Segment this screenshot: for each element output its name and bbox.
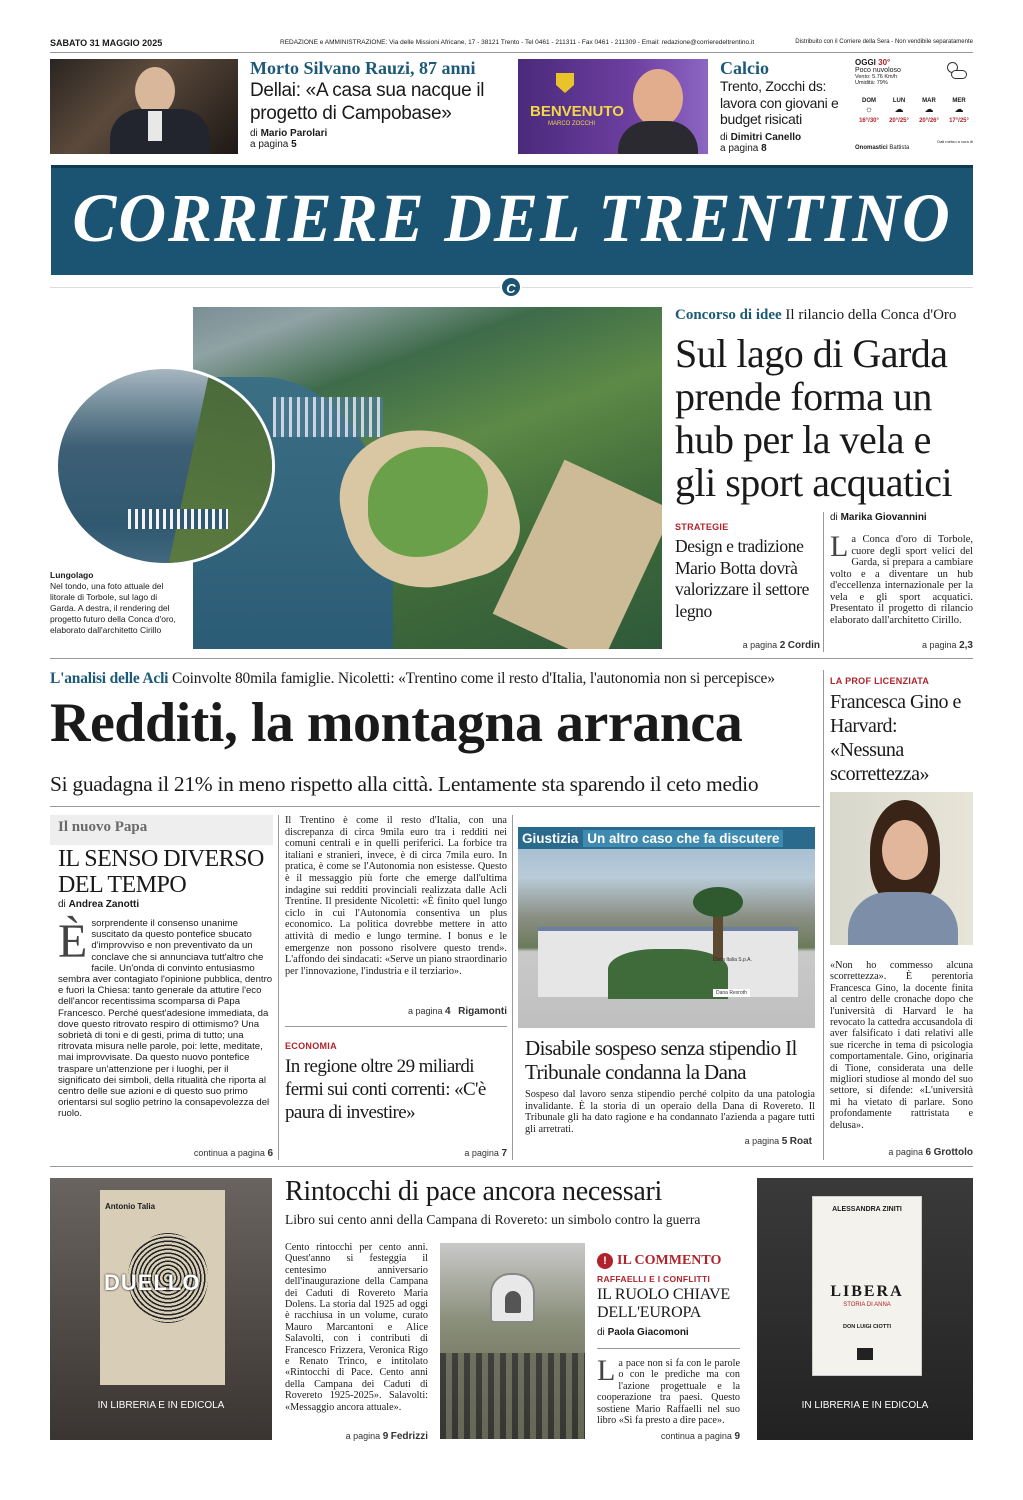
economia-headline: In regione oltre 29 miliardi fermi sui conti correnti: «C'è paura di investire» [285,1056,486,1123]
strategie-headline: Design e tradizione Mario Botta dovrà valorizzare il settore legno [675,536,810,621]
distribution-note: Distribuito con il Corriere della Sera - Non vendibile separatamente [795,39,973,45]
main-kicker-line: L'analisi delle Acli Coinvolte 80mila famiglie. Nicoletti: «Trentino come il resto d'Italia, l'autonomia non si percepisce» [50,670,775,687]
papa-headline[interactable]: IL SENSO DIVERSO DEL TEMPO [58,846,264,898]
exclamation-icon: ! [597,1253,613,1269]
lead-article[interactable]: Concorso di idee Il rilancio della Conca d'Oro Sul lago di Garda prende forma un hub per la vela e gli sport acquatici [675,306,973,504]
top-bar [50,38,973,50]
teaser-headline: Trento, Zocchi ds: lavora con giovani e budget risicati [720,78,839,127]
lead-headline: Sul lago di Garda prende forma un hub per la vela e gli sport acquatici [675,331,953,505]
teaser-zocchi[interactable]: Calcio Trento, Zocchi ds: lavora con giovani e budget risicati di Dimitri Canello a pagina 8 [720,58,845,154]
teaser-author: Mario Parolari [260,128,328,139]
issue-date: SABATO 31 MAGGIO 2025 [50,38,163,48]
dana-photo: Giustizia Un altro caso che fa discutere Dana Italia S.p.A. Dana Rexroth [518,827,815,1028]
campana-subhead: Libro sui cento anni della Campana di Rovereto: un simbolo contro la guerra [285,1212,701,1227]
shield-icon [556,73,574,93]
giustizia-headline[interactable]: Disabile sospeso senza stipendio Il Tribunale condanna la Dana [525,1036,797,1084]
teaser-page: 5 [291,139,297,150]
torbole-photo [55,366,275,566]
gino-photo [830,792,973,945]
commento-article[interactable]: ! IL COMMENTO RAFFAELLI E I CONFLITTI IL RUOLO CHIAVE DELL'EUROPA di Paola Giacomoni [597,1253,740,1338]
teaser-rauzi[interactable]: Morto Silvano Rauzi, 87 anni Dellai: «A casa sua nacque il progetto di Campobase» di Mario Parolari a pagina 5 [250,58,508,150]
address-line: REDAZIONE e AMMINISTRAZIONE: Via delle Missioni Africane, 17 - 38121 Trento - Tel 0461 - 211311 - Fax 0461 - 211309 - Email: redazione@corrieredeltrentino.it [280,39,755,46]
giustizia-body: Sospeso dal lavoro senza stipendio perché colpito da una patologia invalidante. È la storia di un operaio della Dana di Rovereto. Il Tribunale gli ha dato ragione e ha condannato l'azienda a pagare tutti gli arretrati. [525,1089,815,1135]
papa-body: È sorprendente il consenso unanime suscitato da questo pontefice sbucato d'improvviso e non preventivato da un conclave che si annunciava tutt'altro che facile. Un'onda di convinto entusiasmo sembra aver contagiato l'opinione pubblica, dentro e fuori la Chiesa: tanto generale da attutire l'eco dell'ancor recentissima scomparsa di Papa Francesco. Perché quest'adesione immediata, da dove questo ritrovato respiro di ottimismo? Una sobrietà di toni e di gesti, prima di tutto; una ritrovata misura nelle parole, poi: lette, meditate, mai improvvisate. Da questo nuovo pontefice traspare un'attenzione per i luoghi, per il significato dei simboli, della ritualità che riporta al centro delle sue azioni e di questo suo primo orientarsi sul soglio petrino la consapevolezza del ruolo. [58,915,273,1120]
campana-photo [440,1243,585,1439]
lead-dropcap: L [830,530,849,563]
logo-icon: C [500,276,522,298]
gino-article[interactable]: LA PROF LICENZIATA Francesca Gino e Harvard: «Nessuna scorrettezza» [830,676,973,786]
economia-article[interactable]: ECONOMIA In regione oltre 29 miliardi fermi sui conti correnti: «C'è paura di investire» [285,1041,507,1124]
lead-caption: Lungolago Nel tondo, una foto attuale del litorale di Torbole, sul lago di Garda. A destra, il rendering del progetto futuro della Conca d'oro, elaborato dall'architetto Cirillo [50,570,176,635]
duello-ad[interactable]: Antonio Talia DUELLO IN LIBRERIA E IN EDICOLA [50,1178,272,1440]
rauzi-photo [50,59,238,154]
weather-box: OGGI 30° Poco nuvoloso Vento: 5.76 Km/h Umidità: 79% DOM ☼ 16°/30° LUN ☁ 20°/25° MAR ☁ 20°/26° MER ☁ 17°/25° Dati meteo a cura di Onomastici Battista [855,58,973,151]
lead-byline: di Marika Giovannini [830,512,927,523]
papa-kicker-box: Il nuovo Papa [50,815,273,845]
commento-body: L a pace non si fa con le parole o con le prediche ma con l'azione progettuale e la cooperazione tra paesi. Questo sostiene Mario Raffaelli nel suo libro «Si fa presto a dire pace». [597,1354,740,1427]
strategie-article[interactable]: STRATEGIE Design e tradizione Mario Botta dovrà valorizzare il settore legno [675,522,820,622]
main-body: Il Trentino è come il resto d'Italia, con una discrepanza di circa 9mila euro tra i redditi nei comuni centrali e in quelli periferici. La forbice tra italiani e stranieri, invece, è di circa 7mila euro. In pratica, è come se l'Autonomia non esistesse. Questo è il messaggio più forte che emerge dall'ultima indagine sui redditi provinciali realizzata dalle Acli Trentine. Il presidente Nicoletti: «È finito quel lungo ciclo in cui l'Autonomia consentiva un plus economico. La politica dovrebbe mettere in atto attività di medio e lungo termine. I bonus e le emergenze non possono risolvere questo trend». L'affondo dei sindacati: «Serve un piano straordinario per l'innovazione, l'industria e il terziario». [285,815,507,977]
campana-headline[interactable]: Rintocchi di pace ancora necessari [285,1176,662,1207]
lead-body: La Conca d'oro di Torbole, cuore degli sport velici del Garda, si prepara a cambiare volto e a diventare un hub d'eccellenza internazionale per la vela e gli sport acquatici. Presentato il progetto di rilancio elaborato dall'architetto Cirillo. [830,530,973,626]
libera-ad[interactable]: ALESSANDRA ZINITI LIBERA STORIA DI ANNA DON LUIGI CIOTTI IN LIBRERIA E IN EDICOLA [757,1178,973,1440]
giustizia-label: Giustizia [522,831,579,846]
gino-body: «Non ho commesso alcuna scorrettezza». È perentoria Francesca Gino, la docente finita al centro delle cronache dopo che l'università di Harvard le ha revocato la cattedra accusandola di aver falsificato i dati relativi alle sue ricerche in tema di psicologia comportamentale. Gino, originaria di Tione, considerata una delle migliori studiose al mondo del suo settore, si difende: «L'università mi ha vietato di parlare. Sono profondamente rattristata e delusa». [830,960,973,1131]
commento-headline: IL RUOLO CHIAVE DELL'EUROPA [597,1286,730,1321]
lead-kicker: Concorso di idee [675,307,782,323]
banner-text: BENVENUTO [530,103,624,120]
teaser-kicker: Calcio [720,58,769,78]
masthead [51,165,973,275]
teaser-kicker: Morto Silvano Rauzi, 87 anni [250,58,476,78]
campana-body: Cento rintocchi per cento anni. Quest'anno si festeggia il centesimo anniversario dell'inaugurazione della Campana dei Caduti di Rovereto Maria Dolens. La storia dal 1925 ad oggi è racchiusa in un volume, curato Mauro Marcantoni e Alice Salavolti, con i contributi di Francesco Frizzera, Veronica Rigo e Renato Trinco, e intitolato «Rintocchi di Pace. Cento anni della Campana dei Caduti di Rovereto 1925-2025». Salavolti: «Messaggio ancora attuale». [285,1242,428,1413]
main-subhead: Si guadagna il 21% in meno rispetto alla città. Lentamente sta sparendo il ceto medio [50,772,759,796]
bell-icon [505,1291,521,1313]
gino-headline: Francesca Gino e Harvard: «Nessuna scorrettezza» [830,691,961,785]
teaser-headline: Dellai: «A casa sua nacque il progetto di Campobase» [250,80,485,124]
partly-cloudy-icon [945,62,967,82]
zocchi-banner: BENVENUTO MARCO ZOCCHI [518,59,708,154]
masthead-title: CORRIERE DEL TRENTINO [72,180,952,257]
main-headline[interactable]: Redditi, la montagna arranca [50,692,743,754]
